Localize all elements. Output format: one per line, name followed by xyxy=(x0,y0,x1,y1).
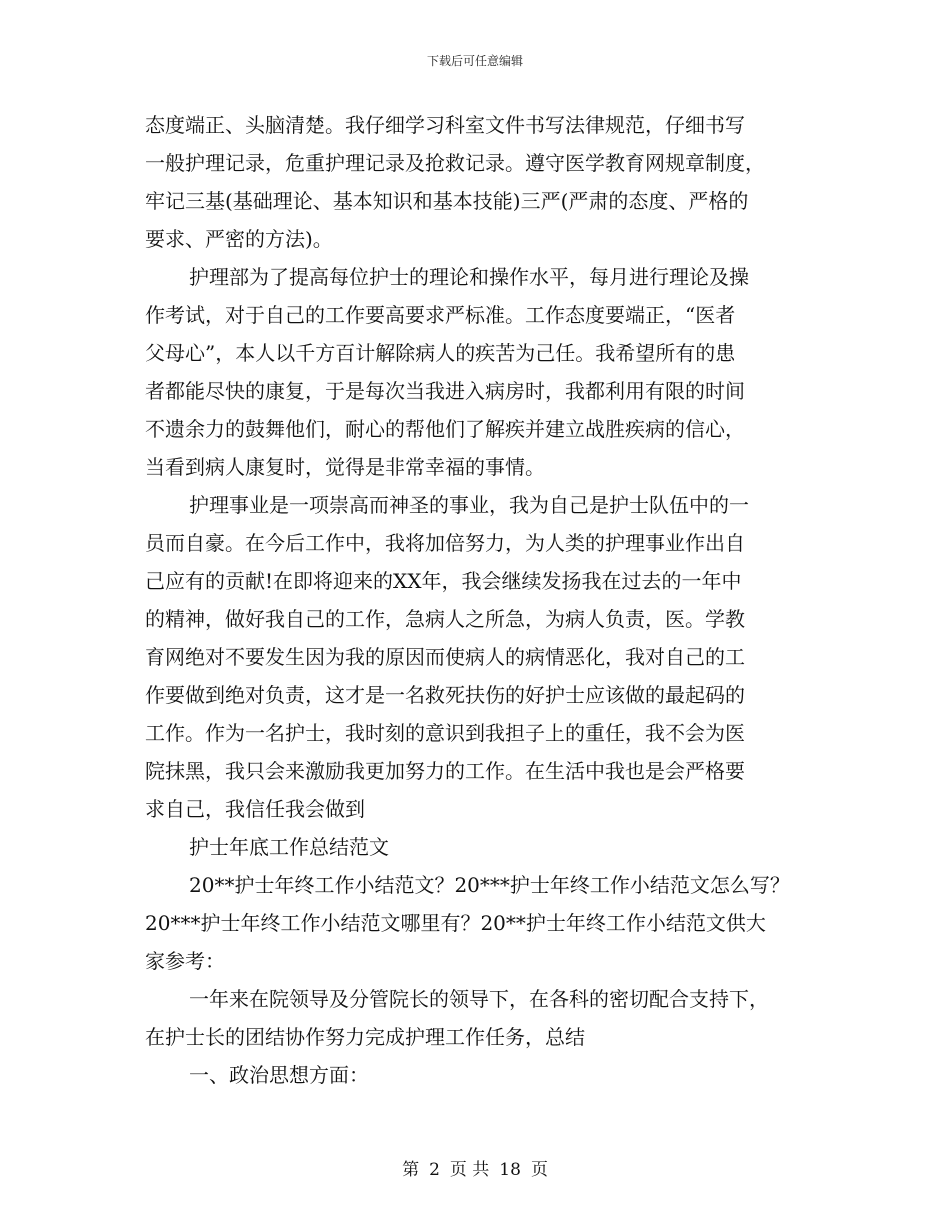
text-line: 牢记三基(基础理论、基本知识和基本技能)三严(严肃的态度、严格的 xyxy=(145,189,749,213)
text-line: 20***护士年终工作小结范文哪里有？20**护士年终工作小结范文供大 xyxy=(145,911,766,935)
text-line: 的精神，做好我自己的工作，急病人之所急，为病人负责，医。学教 xyxy=(145,607,745,631)
section-title: 护士年底工作总结范文 xyxy=(189,835,389,859)
document-body xyxy=(145,106,815,1094)
paragraph-start-line: 护理部为了提高每位护士的理论和操作水平，每月进行理论及操 xyxy=(189,265,749,289)
text-line: 要求、严密的方法)。 xyxy=(145,227,333,251)
text-line: 工作。作为一名护士，我时刻的意识到我担子上的重任，我不会为医 xyxy=(145,721,745,745)
text-line: 态度端正、头脑清楚。我仔细学习科室文件书写法律规范，仔细书写 xyxy=(145,113,745,137)
paragraph-start-line: 护理事业是一项崇高而神圣的事业，我为自己是护士队伍中的一 xyxy=(189,493,749,517)
text-line: 求自己，我信任我会做到 xyxy=(145,797,365,821)
text-line: 作要做到绝对负责，这才是一名救死扶伤的好护士应该做的最起码的 xyxy=(145,683,745,707)
footer-mid: 页 共 xyxy=(449,1160,490,1180)
text-line: 作考试，对于自己的工作要高要求严标准。工作态度要端正，“医者 xyxy=(145,303,736,327)
paragraph-start-line: 20**护士年终工作小结范文？20***护士年终工作小结范文怎么写？ xyxy=(189,873,790,897)
text-line: 当看到病人康复时，觉得是非常幸福的事情。 xyxy=(145,455,545,479)
page-number: 2 xyxy=(429,1160,440,1180)
text-line: 家参考： xyxy=(145,949,225,973)
paragraph-start-line: 一年来在院领导及分管院长的领导下，在各科的密切配合支持下， xyxy=(189,987,769,1011)
subsection-heading: 一、政治思想方面： xyxy=(189,1063,369,1087)
text-line: 者都能尽快的康复，于是每次当我进入病房时，我都利用有限的时间 xyxy=(145,379,745,403)
text-line: 父母心”，本人以千方百计解除病人的疾苦为己任。我希望所有的患 xyxy=(145,341,736,365)
footer-prefix: 第 xyxy=(402,1160,420,1180)
text-line: 一般护理记录，危重护理记录及抢救记录。遵守医学教育网规章制度， xyxy=(145,151,765,175)
text-line: 在护士长的团结协作努力完成护理工作任务，总结 xyxy=(145,1025,585,1049)
text-line: 己应有的贡献!在即将迎来的XX年，我会继续发扬我在过去的一年中 xyxy=(145,569,742,593)
page-footer xyxy=(0,1155,950,1180)
page-total: 18 xyxy=(499,1160,521,1180)
footer-suffix: 页 xyxy=(530,1160,548,1180)
page-header: 下载后可任意编辑 xyxy=(426,54,523,68)
text-line: 不遗余力的鼓舞他们，耐心的帮他们了解疾并建立战胜疾病的信心， xyxy=(145,417,745,441)
text-line: 院抹黑，我只会来激励我更加努力的工作。在生活中我也是会严格要 xyxy=(145,759,745,783)
text-line: 员而自豪。在今后工作中，我将加倍努力，为人类的护理事业作出自 xyxy=(145,531,745,555)
text-line: 育网绝对不要发生因为我的原因而使病人的病情恶化，我对自己的工 xyxy=(145,645,745,669)
